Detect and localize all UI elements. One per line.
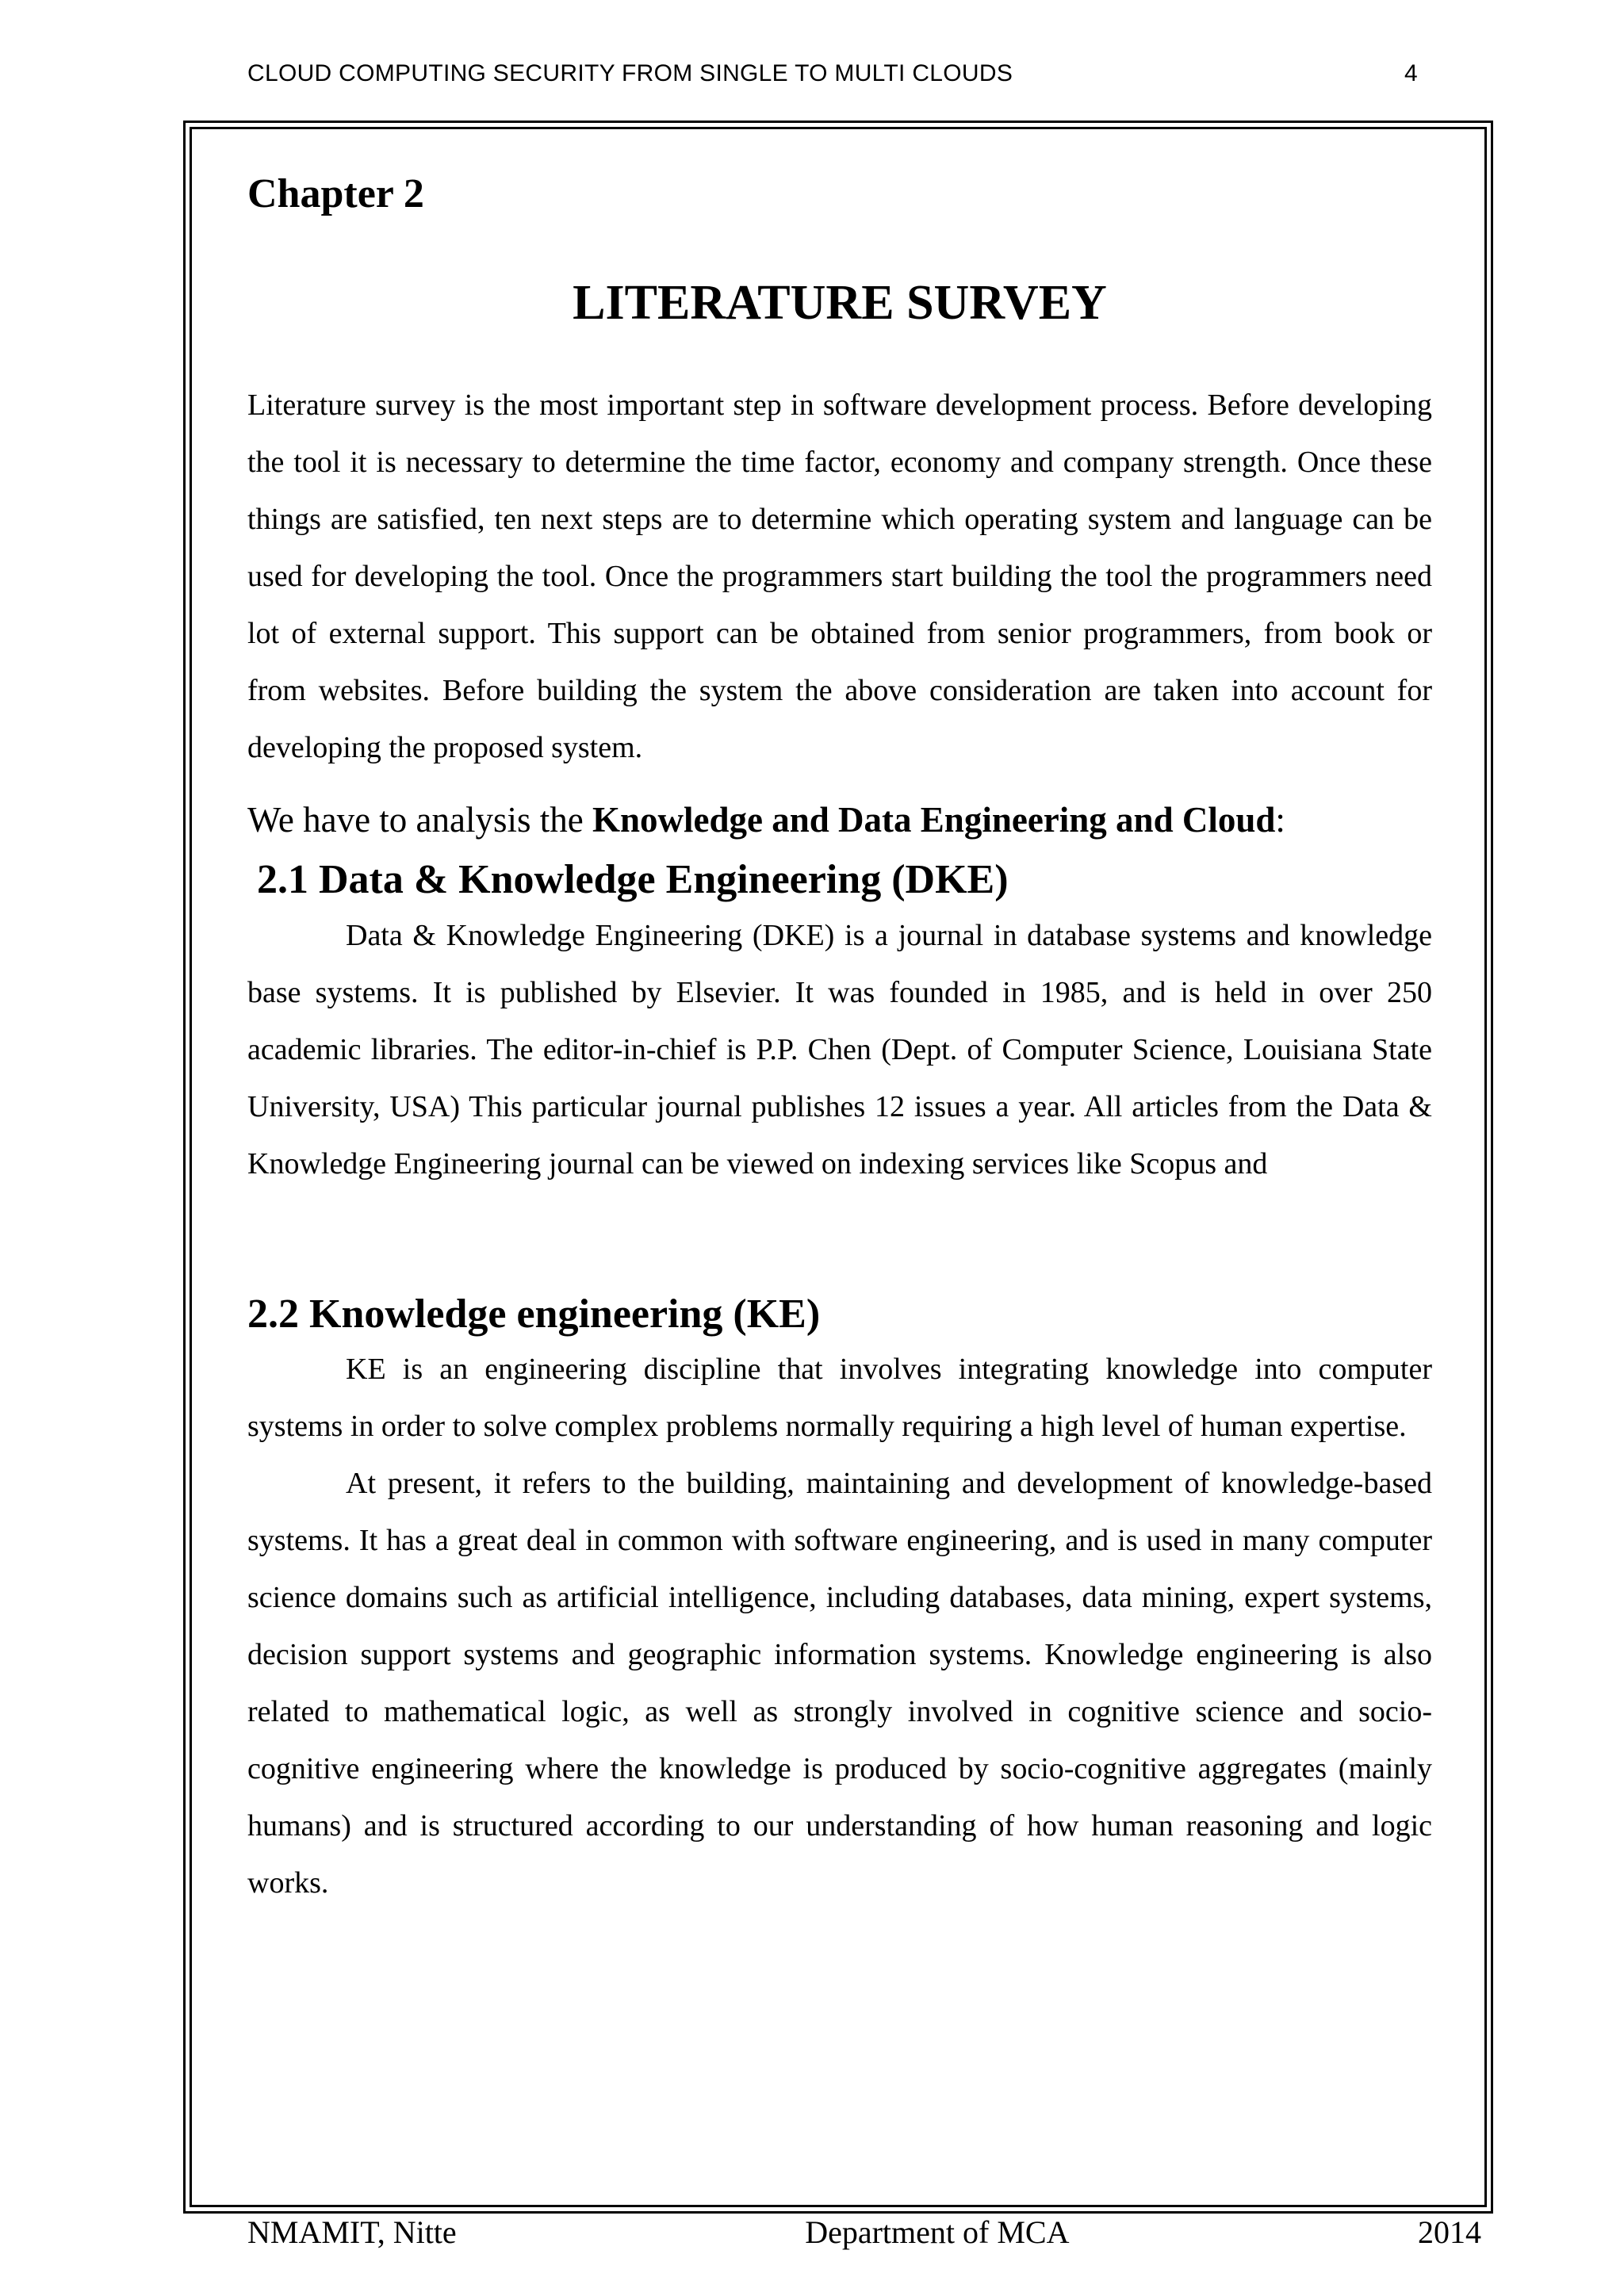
analysis-suffix: : [1275, 799, 1285, 840]
section-heading-ke: 2.2 Knowledge engineering (KE) [247, 1291, 821, 1337]
running-header [247, 60, 1418, 87]
chapter-label: Chapter 2 [247, 171, 424, 216]
analysis-bold: Knowledge and Data Engineering and Cloud [592, 799, 1276, 840]
dke-paragraph: Data & Knowledge Engineering (DKE) is a journal in database systems and knowledge base systems. It is published by Elsevier. It was founded in 1985, and is held in over 250 academic libraries. The editor-in-chief is P.P. Chen (Dept. of Computer Science, Louisiana State University, USA) This particular journal publishes 12 issues a year. All articles from the Data & Knowledge Engineering journal can be viewed on indexing services like Scopus and [247, 918, 1432, 1181]
header-title: CLOUD COMPUTING SECURITY FROM SINGLE TO MULTI CLOUDS [247, 60, 1013, 86]
footer-year: 2014 [1418, 2214, 1481, 2250]
chapter-title: LITERATURE SURVEY [573, 276, 1107, 331]
page-number: 4 [1404, 60, 1418, 86]
page-content [247, 155, 1432, 1911]
footer-institution: NMAMIT, Nitte [247, 2214, 457, 2250]
analysis-line [247, 794, 1432, 848]
analysis-prefix: We have to analysis the [247, 799, 592, 840]
ke-paragraph-2: At present, it refers to the building, maintaining and development of knowledge-based systems. It has a great deal in common with software engineering, and is used in many computer science domains such as artificial intelligence, including databases, data mining, expert systems, decision support systems and geographic information systems. Knowledge engineering is also related to mathematical logic, as well as strongly involved in cognitive science and socio-cognitive engineering where the knowledge is produced by socio-cognitive aggregates (mainly humans) and is structured according to our understanding of how human reasoning and logic works. [247, 1467, 1432, 1900]
intro-paragraph: Literature survey is the most important step in software development process. Before developing the tool it is necessary to determine the time factor, economy and company strength. Once these things are satisfied, ten next steps are to determine which operating system and language can be used for developing the tool. Once the programmers start building the tool the programmers need lot of external support. This support can be obtained from senior programmers, from book or from websites. Before building the system the above consideration are taken into account for developing the proposed system. [247, 388, 1432, 764]
ke-paragraph-1: KE is an engineering discipline that involves integrating knowledge into computer systems in order to solve complex problems normally requiring a high level of human expertise. [247, 1353, 1432, 1444]
section-heading-dke: 2.1 Data & Knowledge Engineering (DKE) [257, 857, 1009, 903]
footer-department: Department of MCA [805, 2214, 1070, 2250]
running-footer [247, 2214, 1481, 2251]
